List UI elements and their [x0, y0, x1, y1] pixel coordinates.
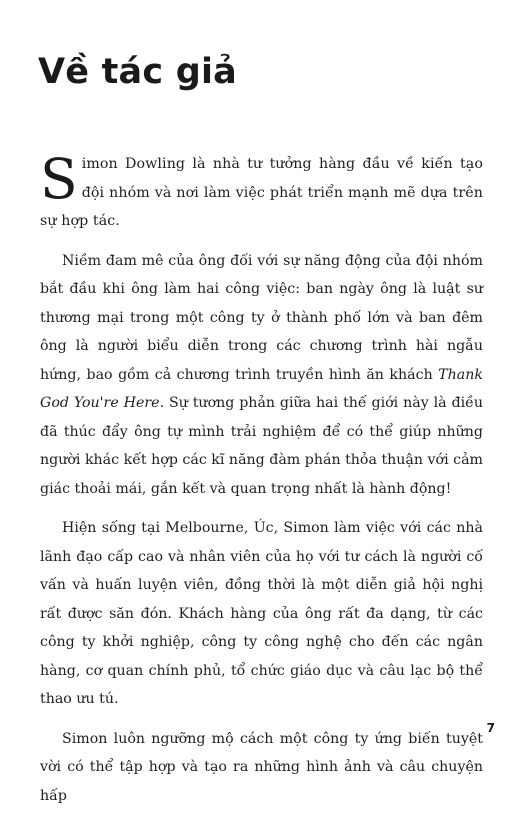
page-number: 7 [486, 721, 495, 735]
paragraph-passion-text-a: Niềm đam mê của ông đối với sự năng động của đội nhóm bắt đầu khi ông làm hai công việc: ban ngày ông là luật sư thương mại trong một công ty ở thành phố lớn và ban đêm ông là người biểu diễn trong các chương trình hài ngẫu hứng, bao gồm cả chương trình truyền hình ăn khách [40, 252, 483, 383]
paragraph-admiration [40, 725, 483, 811]
paragraph-melbourne [40, 514, 483, 714]
drop-cap: S [40, 147, 78, 211]
paragraph-passion-text-b: . Sự tương phản giữa hai thế giới này là điều đã thúc đẩy ông tự mình trải nghiệm để có thể giúp những người khác kết hợp các kĩ năng đàm phán thỏa thuận với cảm giác thoải mái, gắn kết và quan trọng nhất là hành động! [40, 395, 483, 497]
paragraph-intro-text: imon Dowling là nhà tư tưởng hàng đầu về kiến tạo đội nhóm và nơi làm việc phát triển mạnh mẽ dựa trên sự hợp tác. [40, 156, 483, 229]
paragraph-passion [40, 247, 483, 504]
paragraph-intro [40, 147, 483, 236]
page-title: Về tác giả [38, 52, 237, 92]
paragraph-melbourne-text: Hiện sống tại Melbourne, Úc, Simon làm việc với các nhà lãnh đạo cấp cao và nhân viên của họ với tư cách là người cố vấn và huấn luyện viên, đồng thời là một diễn giả hội nghị rất được săn đón. Khách hàng của ông rất đa dạng, từ các công ty khởi nghiệp, công ty công nghệ cho đến các ngân hàng, cơ quan chính phủ, tổ chức giáo dục và câu lạc bộ thể thao ưu tú. [40, 520, 483, 707]
show-title: Thank God You're Here [40, 366, 483, 411]
body-text [40, 147, 483, 821]
paragraph-admiration-text: Simon luôn ngưỡng mộ cách một công ty ứng biến tuyệt vời có thể tập hợp và tạo ra những hình ảnh và câu chuyện hấp [40, 730, 483, 804]
